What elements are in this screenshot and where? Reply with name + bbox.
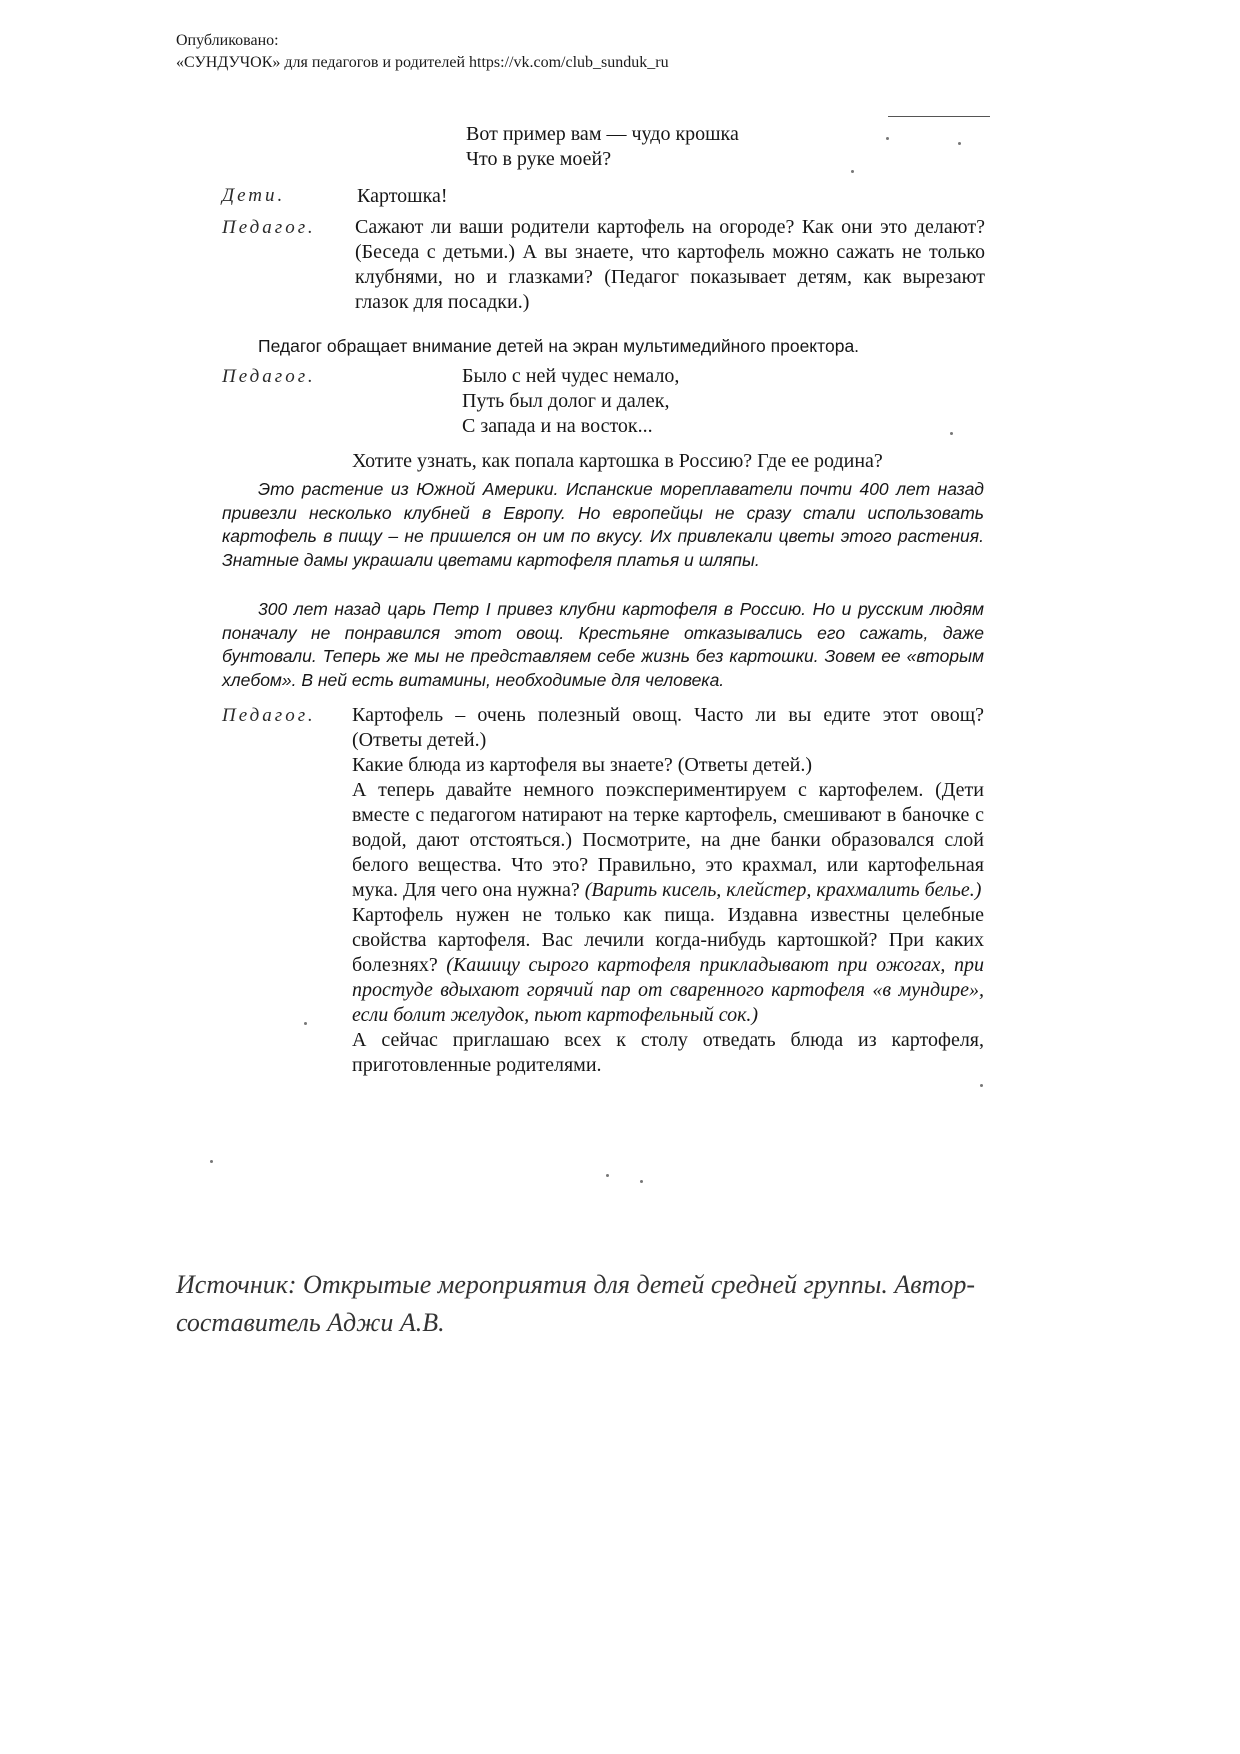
verse-2 (462, 364, 679, 439)
scan-line (888, 116, 990, 117)
speaker-children: Дети. (222, 185, 286, 206)
teacher-paragraph: Какие блюда из картофеля вы знаете? (Ответы детей.) (352, 754, 812, 776)
teacher-paragraph (352, 903, 984, 1028)
teacher-question-1: Сажают ли ваши родители картофель на огороде? Как они это делают? (Беседа с детьми.) А вы знаете, что картофель можно сажать не только клубнями, но и глазками? (Педагог показывает детям, как вырезают глазок для посадки.) (355, 216, 985, 313)
scan-speck (210, 1160, 213, 1163)
publisher-line: «СУНДУЧОК» для педагогов и родителей https://vk.com/club_sunduk_ru (176, 54, 669, 71)
verse-1 (466, 122, 739, 172)
teacher-paragraph: Картофель – очень полезный овощ. Часто ли вы едите этот овощ? (Ответы детей.) (352, 704, 984, 751)
projector-note: Педагог обращает внимание детей на экран мультимедийного проектора. (258, 336, 860, 356)
children-reply: Картошка! (357, 185, 448, 207)
teacher-paragraph (352, 778, 984, 903)
scan-speck (958, 142, 961, 145)
history-paragraph-1: Это растение из Южной Америки. Испанские мореплаватели почти 400 лет назад привезли несколько клубней в Европу. Но европейцы не сразу стали использовать картофель в пищу – не пришелся он им по вкусу. Их привлекали цветы этого растения. Знатные дамы украшали цветами картофеля платья и шляпы. (222, 479, 984, 570)
verse-line: Что в руке моей? (466, 148, 612, 170)
teacher-paragraph: А сейчас приглашаю всех к столу отведать блюда из картофеля, приготовленные родителями. (352, 1029, 984, 1076)
healing-text: Картофель нужен не только как пища. Издавна известны целебные свойства картофеля. Вас лечили когда-нибудь картошкой? При каких болезнях? (352, 904, 984, 976)
source-citation: Источник: Открытые мероприятия для детей средней группы. Автор-составитель Аджи А.В. (176, 1270, 976, 1337)
scan-speck (851, 170, 854, 173)
verse-line: Было с ней чудес немало, (462, 365, 680, 387)
verse-line: С запада и на восток... (462, 415, 653, 437)
scan-speck (980, 1084, 983, 1087)
published-label: Опубликовано: (176, 32, 279, 49)
speaker-teacher: Педагог. (222, 366, 316, 387)
teacher-block-2 (352, 703, 984, 1078)
speaker-teacher: Педагог. (222, 705, 316, 726)
publication-header (176, 30, 669, 74)
scan-speck (640, 1180, 643, 1183)
homeland-question: Хотите узнать, как попала картошка в Россию? Где ее родина? (352, 450, 883, 472)
verse-line: Путь был долог и далек, (462, 390, 670, 412)
scan-speck (950, 432, 953, 435)
speaker-teacher: Педагог. (222, 217, 316, 238)
verse-line: Вот пример вам — чудо крошка (466, 123, 739, 145)
scan-speck (886, 137, 889, 140)
scan-speck (606, 1174, 609, 1177)
starch-answer: (Варить кисель, клейстер, крахмалить белье.) (584, 879, 982, 901)
scan-speck (304, 1022, 307, 1025)
history-paragraph-2: 300 лет назад царь Петр I привез клубни картофеля в Россию. Но и русским людям поначалу не понравился этот овощ. Крестьяне отказывались его сажать, даже бунтовали. Теперь же мы не представляем себе жизнь без картошки. Зовем ее «вторым хлебом». В ней есть витамины, необходимые для человека. (222, 599, 984, 690)
experiment-text: А теперь давайте немного поэкспериментируем с картофелем. (Дети вместе с педагогом натирают на терке картофель, смешивают в баночке с водой, дают отстояться.) Посмотрите, на дне банки образовался слой белого вещества. Что это? Правильно, это крахмал, или картофельная мука. Для чего она нужна? (352, 779, 984, 901)
healing-answer: (Кашицу сырого картофеля прикладывают при ожогах, при простуде вдыхают горячий пар от сваренного картофеля «в мундире», если болит желудок, пьют картофельный сок.) (352, 954, 984, 1026)
